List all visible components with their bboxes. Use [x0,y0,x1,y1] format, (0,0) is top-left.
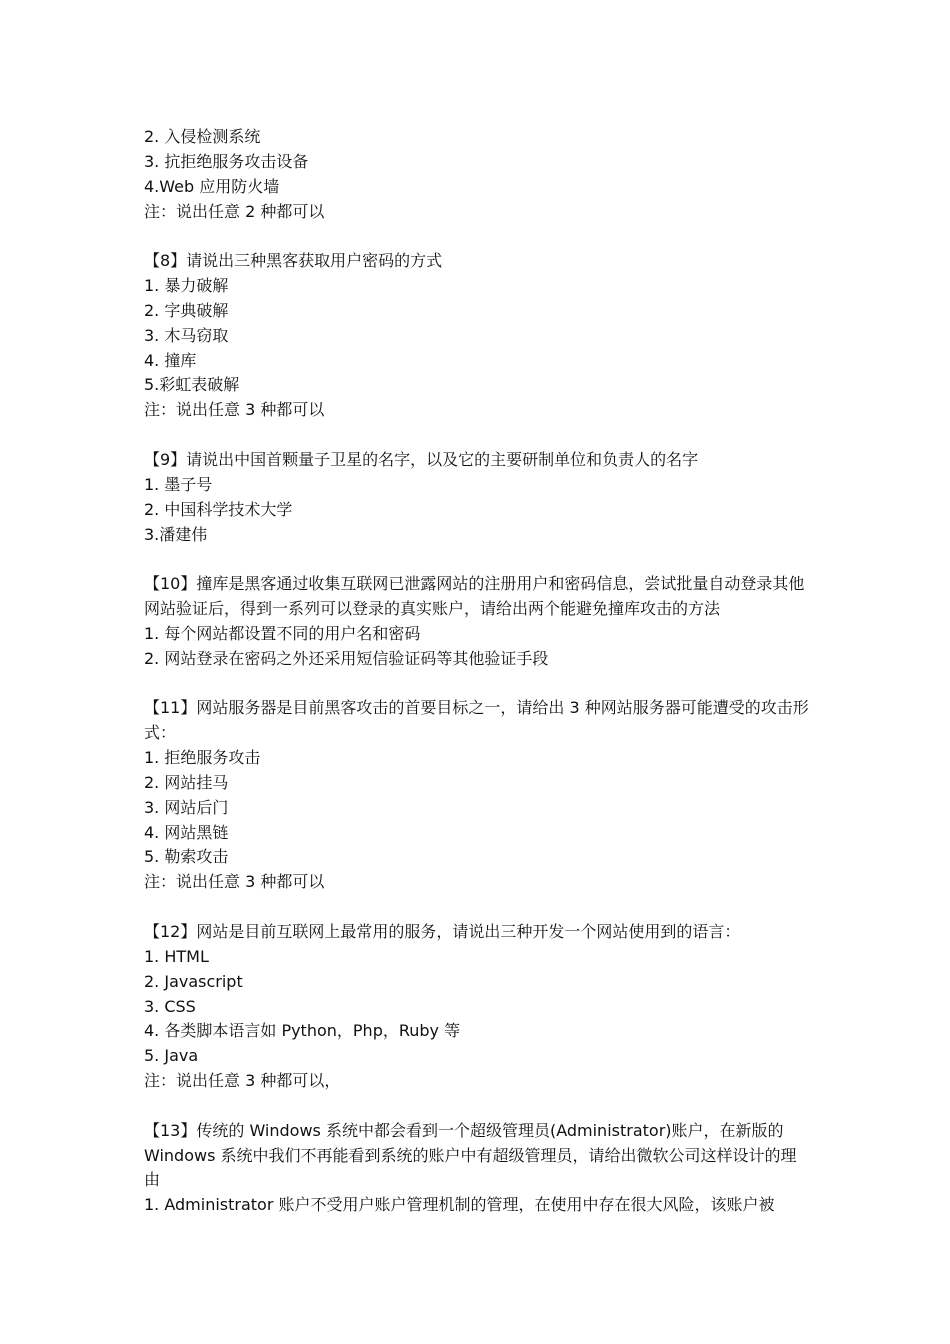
answer-line: 4. 撞库 [144,350,197,370]
spacer [144,423,812,448]
question-8 [144,249,812,423]
answer-line: 1. 每个网站都设置不同的用户名和密码 [144,623,421,643]
answer-note: 注：说出任意 3 种都可以 [144,872,325,892]
answer-line: 2. 网站挂马 [144,772,229,792]
answer-line: 5.彩虹表破解 [144,375,240,395]
question-12 [144,920,812,1094]
spacer [144,547,812,572]
question-title: 【8】请说出三种黑客获取用户密码的方式 [144,251,443,271]
spacer [144,224,812,249]
answer-line: 1. 暴力破解 [144,276,229,296]
question-title: 【9】请说出中国首颗量子卫星的名字，以及它的主要研制单位和负责人的名字 [144,449,699,469]
answer-line: 1. 墨子号 [144,474,213,494]
answer-line: 3.潘建伟 [144,524,208,544]
intro-line: 3. 抗拒绝服务攻击设备 [144,151,309,171]
spacer [144,1094,812,1119]
answer-line: 4. 各类脚本语言如 Python，Php，Ruby 等 [144,1021,461,1041]
question-title: 【11】网站服务器是目前黑客攻击的首要目标之一，请给出 3 种网站服务器可能遭受的攻击形式： [144,698,809,743]
intro-block [144,125,812,224]
question-title: 【10】撞库是黑客通过收集互联网已泄露网站的注册用户和密码信息，尝试批量自动登录其他网站验证后，得到一系列可以登录的真实账户，请给出两个能避免撞库攻击的方法 [144,574,805,619]
answer-line: 3. 木马窃取 [144,325,229,345]
intro-line: 2. 入侵检测系统 [144,127,261,146]
document-content [144,125,812,1218]
intro-line: 4.Web 应用防火墙 [144,176,280,196]
spacer [144,672,812,697]
question-title: 【13】传统的 Windows 系统中都会看到一个超级管理员(Administrator)账户，在新版的 Windows 系统中我们不再能看到系统的账户中有超级管理员，请给出微软公司这样设计的理由 [144,1120,797,1190]
answer-line: 1. HTML [144,946,209,966]
question-9 [144,448,812,547]
question-13 [144,1119,812,1218]
question-10 [144,572,812,671]
answer-line: 1. Administrator 账户不受用户账户管理机制的管理，在使用中存在很大风险，该账户被 [144,1195,775,1215]
answer-line: 5. Java [144,1046,199,1066]
spacer [144,895,812,920]
answer-line: 3. CSS [144,996,196,1016]
answer-note: 注：说出任意 3 种都可以， [144,1071,341,1091]
answer-note: 注：说出任意 3 种都可以 [144,400,325,420]
answer-line: 2. 字典破解 [144,300,229,320]
answer-line: 1. 拒绝服务攻击 [144,748,261,768]
answer-line: 5. 勒索攻击 [144,847,229,867]
answer-line: 4. 网站黑链 [144,822,229,842]
answer-line: 2. Javascript [144,971,243,991]
question-title: 【12】网站是目前互联网上最常用的服务，请说出三种开发一个网站使用到的语言： [144,922,741,941]
question-11 [144,696,812,895]
answer-line: 2. 网站登录在密码之外还采用短信验证码等其他验证手段 [144,648,549,668]
answer-line: 2. 中国科学技术大学 [144,499,293,519]
intro-note: 注：说出任意 2 种都可以 [144,201,325,221]
answer-line: 3. 网站后门 [144,797,229,817]
